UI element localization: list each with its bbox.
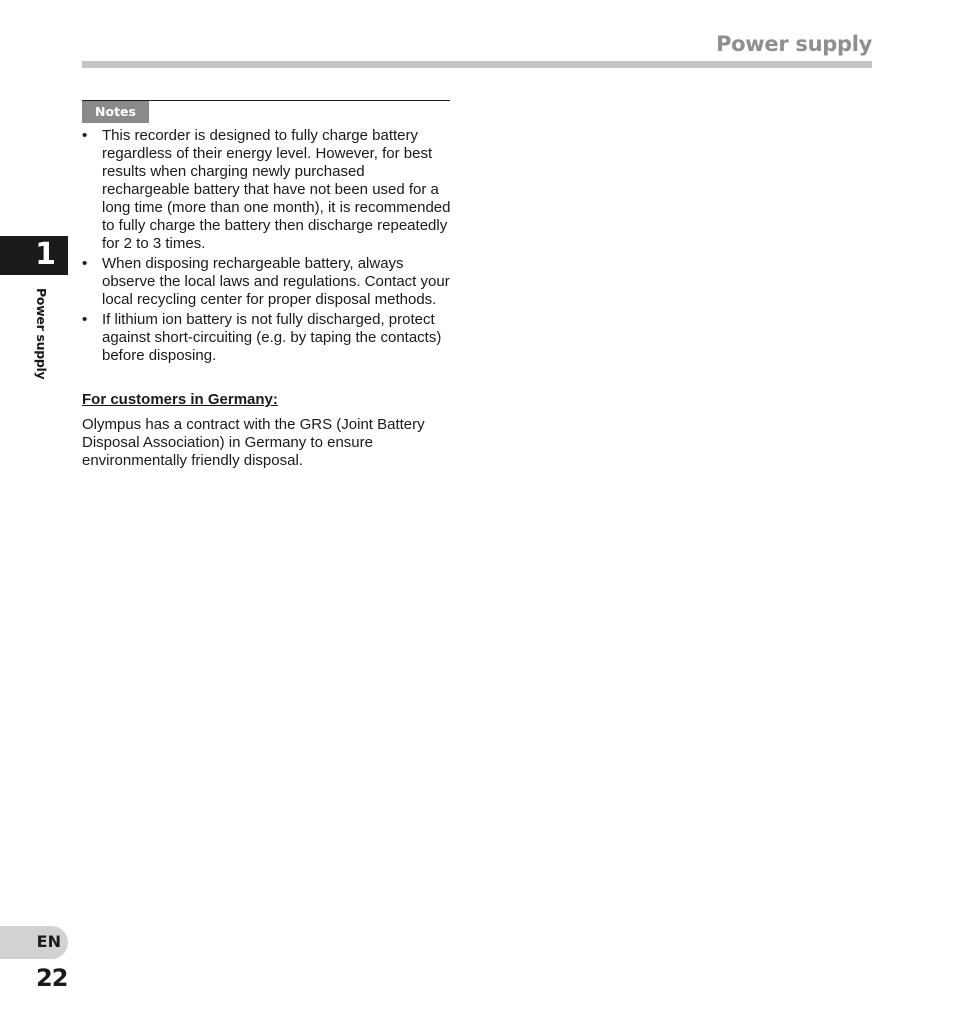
chapter-side-label: Power supply xyxy=(34,288,49,380)
bullet-icon: • xyxy=(82,311,88,328)
bullet-icon: • xyxy=(82,127,88,144)
germany-body: Olympus has a contract with the GRS (Joint Battery Disposal Association) in Germany to ensure environmentally friendly disposal. xyxy=(82,416,425,469)
notes-list xyxy=(82,127,452,367)
bullet-icon: • xyxy=(82,255,88,272)
page-number: 22 xyxy=(36,964,68,992)
chapter-tab xyxy=(0,236,68,275)
note-text: When disposing rechargeable battery, always observe the local laws and regulations. Contact your local recycling center for proper disposal methods. xyxy=(102,255,450,308)
language-label: EN xyxy=(36,932,61,951)
language-badge xyxy=(0,926,68,959)
list-item xyxy=(82,127,452,253)
list-item xyxy=(82,311,452,365)
germany-heading: For customers in Germany: xyxy=(82,391,278,408)
notes-tab: Notes xyxy=(82,101,149,123)
notes-section xyxy=(82,100,450,123)
chapter-number: 1 xyxy=(35,237,56,272)
list-item xyxy=(82,255,452,309)
note-text: This recorder is designed to fully charge battery regardless of their energy level. However, for best results when charging newly purchased rechargeable battery that have not been used for a long time (more than one month), it is recommended to fully charge the battery then discharge repeatedly for 2 to 3 times. xyxy=(102,127,451,252)
note-text: If lithium ion battery is not fully discharged, protect against short-circuiting (e.g. by taping the contacts) before disposing. xyxy=(102,311,442,364)
header-rule xyxy=(82,61,872,68)
page-header-title: Power supply xyxy=(716,32,872,56)
